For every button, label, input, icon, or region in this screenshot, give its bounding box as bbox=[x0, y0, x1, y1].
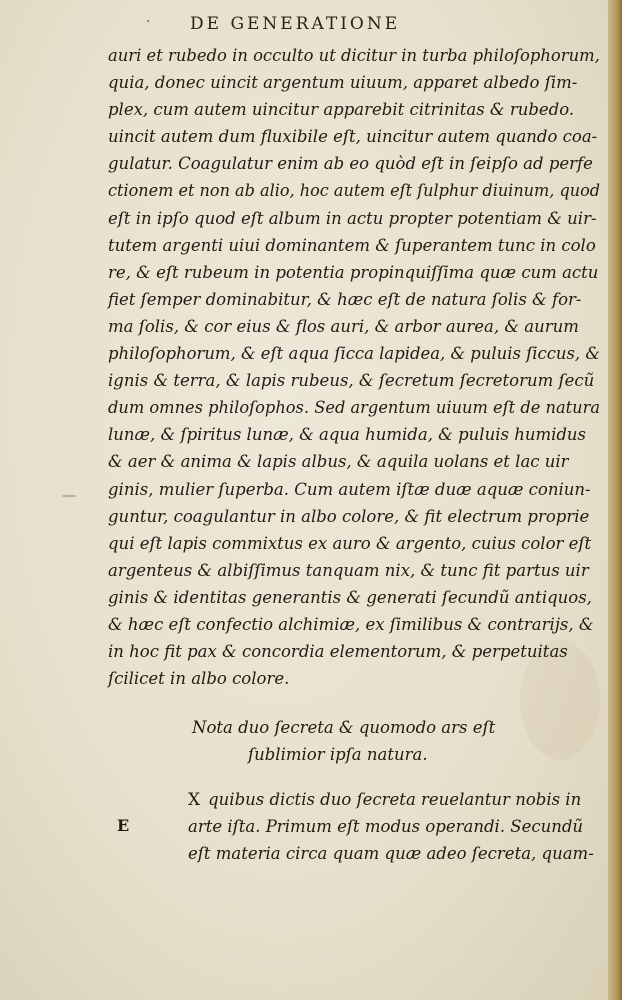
page-edge bbox=[608, 0, 622, 1000]
text-line: ginis, mulier ſuperba. Cum autem iſtæ duæ aquæ coniun- bbox=[108, 479, 591, 499]
text-line: dum omnes philoſophos. Sed argentum uiuum eſt de natura bbox=[108, 398, 601, 418]
header-tick-mark: · bbox=[146, 14, 151, 30]
signature-mark: E bbox=[117, 816, 130, 835]
section-title bbox=[192, 714, 495, 768]
text-line-rest: quibus dictis duo ſecreta reuelantur nobis in bbox=[208, 790, 582, 809]
text-line: ginis & identitas generantis & generati ſecundũ antiquos, bbox=[108, 587, 592, 607]
text-line: eſt in ipſo quod eſt album in actu propter potentiam & uir- bbox=[108, 208, 597, 228]
text-line: fiet ſemper dominabitur, & hæc eſt de natura ſolis & for- bbox=[108, 289, 582, 309]
text-line: eſt materia circa quam quæ adeo ſecreta, quam- bbox=[188, 844, 594, 863]
text-line: lunæ, & ſpiritus lunæ, & aqua humida, & puluis humidus bbox=[108, 425, 587, 445]
text-line: quia, donec uincit argentum uiuum, apparet albedo ſim- bbox=[108, 73, 578, 93]
text-line: argenteus & albiſſimus tanquam nix, & tunc fit partus uir bbox=[108, 560, 589, 580]
text-line: auri et rubedo in occulto ut dicitur in turba philoſophorum, bbox=[108, 46, 600, 65]
second-paragraph bbox=[188, 786, 594, 867]
text-line: ſcilicet in albo colore. bbox=[108, 669, 290, 689]
text-line: re, & eſt rubeum in potentia propinquiſſima quæ cum actu bbox=[108, 262, 599, 282]
text-line: & hæc eſt confectio alchimiæ, ex ſimilibus & contrarijs, & bbox=[108, 614, 594, 634]
running-header: DE GENERATIONE bbox=[190, 14, 401, 34]
text-line: plex, cum autem uincitur apparebit citrinitas & rubedo. bbox=[108, 100, 575, 120]
text-line: & aer & anima & lapis albus, & aquila uolans et lac uir bbox=[108, 452, 569, 472]
text-line: guntur, coagulantur in albo colore, & fit electrum proprie bbox=[108, 506, 590, 526]
main-paragraph bbox=[108, 42, 601, 692]
text-line: uincit autem dum fluxibile eſt, uincitur autem quando coa- bbox=[108, 127, 598, 147]
text-line bbox=[188, 786, 594, 813]
text-line: arte iſta. Primum eſt modus operandi. Secundũ bbox=[188, 817, 584, 836]
text-line: ma ſolis, & cor eius & flos auri, & arbor aurea, & aurum bbox=[108, 316, 579, 336]
drop-capital: X bbox=[188, 790, 201, 810]
text-line: ctionem et non ab alio, hoc autem eſt ſulphur diuinum, quod bbox=[108, 181, 601, 201]
margin-mark: — bbox=[62, 488, 76, 504]
text-line: in hoc fit pax & concordia elementorum, & perpetuitas bbox=[108, 642, 568, 662]
text-line: ignis & terra, & lapis rubeus, & ſecretum ſecretorum ſecũ bbox=[108, 371, 595, 391]
section-title-line: ſublimior ipſa natura. bbox=[248, 745, 428, 764]
text-line: philoſophorum, & eſt aqua ſicca lapidea, & puluis ſiccus, & bbox=[108, 344, 601, 364]
text-line: tutem argenti uiui dominantem & ſuperantem tunc in colo bbox=[108, 235, 596, 255]
text-line: qui eſt lapis commixtus ex auro & argento, cuius color eſt bbox=[108, 533, 592, 553]
text-line: gulatur. Coagulatur enim ab eo quòd eſt in ſeipſo ad perfe bbox=[108, 154, 593, 174]
section-title-line: Nota duo ſecreta & quomodo ars eſt bbox=[192, 718, 496, 737]
